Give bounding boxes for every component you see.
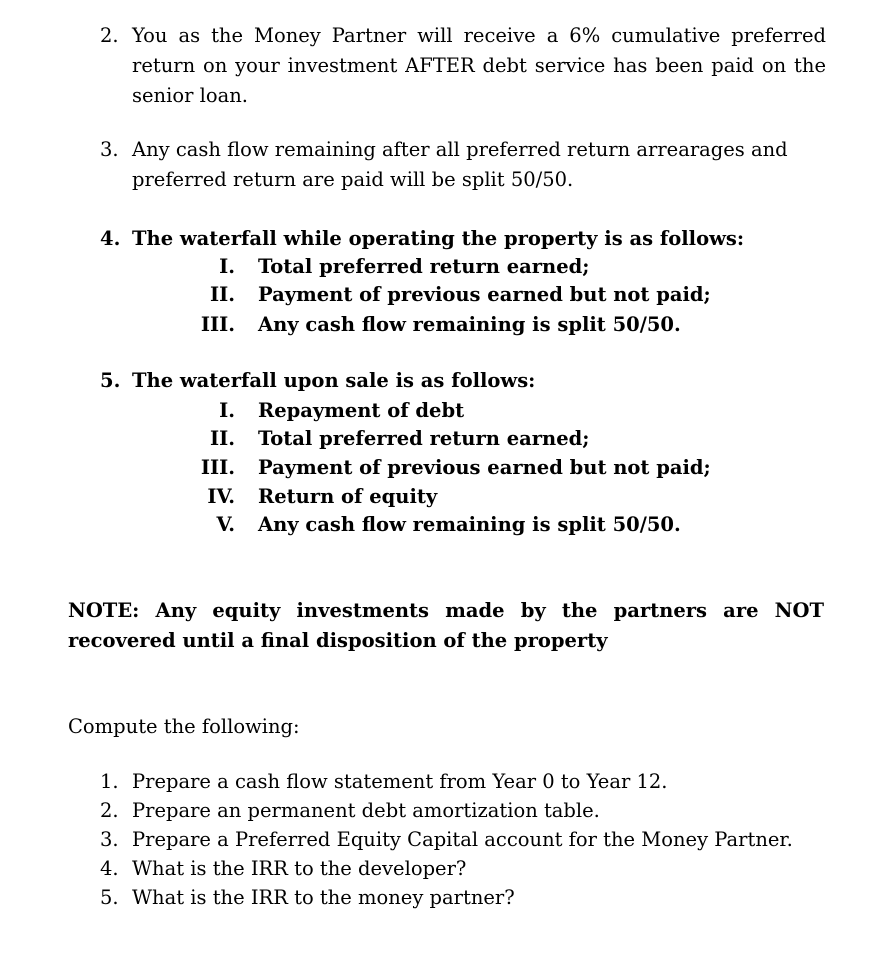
step-text: Return of equity — [258, 485, 438, 508]
step-text: Any cash flow remaining is split 50/50. — [258, 513, 681, 536]
operating-waterfall-step — [190, 310, 810, 339]
step-roman: II. — [209, 427, 235, 450]
question-text: What is the IRR to the developer? — [132, 857, 467, 880]
step-roman: III. — [200, 313, 235, 336]
compute-title: Compute the following: — [68, 715, 300, 738]
operating-waterfall-heading — [100, 224, 826, 254]
question-item — [100, 854, 840, 883]
sale-waterfall-step — [190, 510, 810, 539]
step-roman: V. — [216, 513, 235, 536]
question-item — [100, 883, 840, 912]
step-text: Any cash flow remaining is split 50/50. — [258, 313, 681, 336]
question-number: 2. — [100, 799, 119, 822]
question-item — [100, 796, 840, 825]
operating-waterfall-step — [190, 252, 810, 281]
operating-waterfall-step — [190, 280, 810, 309]
question-text: What is the IRR to the money partner? — [132, 886, 515, 909]
sale-waterfall-step — [190, 424, 810, 453]
question-number: 5. — [100, 886, 119, 909]
question-number: 4. — [100, 857, 119, 880]
question-item — [100, 767, 840, 796]
step-roman: IV. — [207, 485, 235, 508]
term-text: Any cash flow remaining after all preferred return arrearages and preferred return are paid will be split 50/50. — [132, 138, 788, 191]
question-item — [100, 825, 840, 854]
step-text: Total preferred return earned; — [258, 255, 590, 278]
step-text: Total preferred return earned; — [258, 427, 590, 450]
heading-text: The waterfall while operating the property is as follows: — [132, 227, 745, 250]
term-item-preferred-return — [100, 21, 826, 111]
step-roman: I. — [219, 399, 235, 422]
heading-text: The waterfall upon sale is as follows: — [132, 369, 536, 392]
sale-waterfall-step — [190, 482, 810, 511]
term-text: You as the Money Partner will receive a 6% cumulative preferred return on your investment AFTER debt service has been paid on the senior loan. — [132, 24, 826, 107]
step-text: Payment of previous earned but not paid; — [258, 283, 711, 306]
equity-note: NOTE: Any equity investments made by the partners are NOT recovered until a final disposition of the property — [68, 599, 824, 652]
sale-waterfall-step — [190, 453, 810, 482]
term-number: 2. — [100, 24, 119, 47]
step-roman: II. — [209, 283, 235, 306]
term-number: 5. — [100, 369, 121, 392]
question-number: 1. — [100, 770, 119, 793]
step-text: Repayment of debt — [258, 399, 465, 422]
question-text: Prepare a cash flow statement from Year 0 to Year 12. — [132, 770, 668, 793]
term-item-cash-flow-split — [100, 135, 826, 195]
term-number: 4. — [100, 227, 121, 250]
question-text: Prepare an permanent debt amortization table. — [132, 799, 600, 822]
step-roman: I. — [219, 255, 235, 278]
question-text: Prepare a Preferred Equity Capital account for the Money Partner. — [132, 828, 793, 851]
step-roman: III. — [200, 456, 235, 479]
term-number: 3. — [100, 138, 119, 161]
question-number: 3. — [100, 828, 119, 851]
step-text: Payment of previous earned but not paid; — [258, 456, 711, 479]
sale-waterfall-step — [190, 396, 810, 425]
sale-waterfall-heading — [100, 366, 826, 396]
